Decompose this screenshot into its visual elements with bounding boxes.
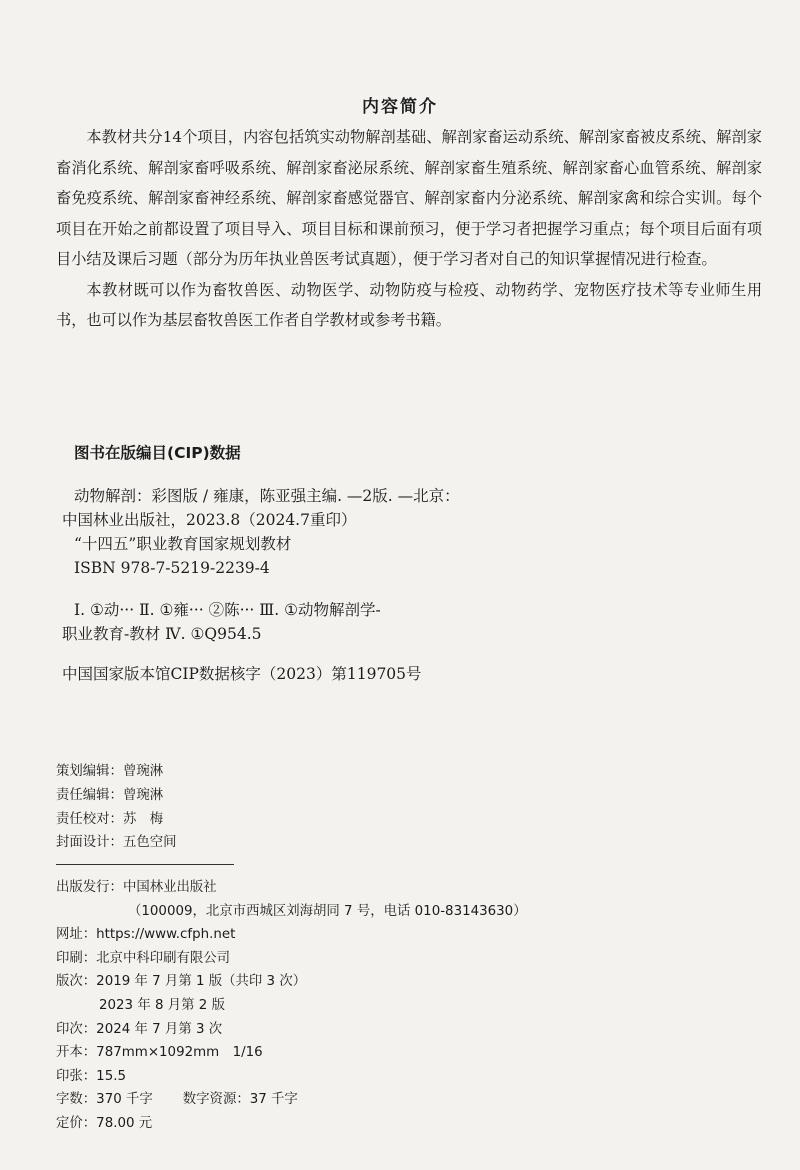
words-row: 字数：370 千字 数字资源：37 千字 bbox=[56, 1092, 298, 1108]
price-row: 定价：78.00 元 bbox=[56, 1115, 153, 1131]
cip-classification bbox=[62, 598, 762, 646]
cip-class-line: Ⅰ. ①动··· Ⅱ. ①雍··· ②陈··· Ⅲ. ①动物解剖学- bbox=[74, 601, 381, 619]
edition-row: 版次：2019 年 7 月第 1 版（共印 3 次） bbox=[56, 974, 307, 990]
cip-class-line: 职业教育-教材 Ⅳ. ①Q954.5 bbox=[62, 625, 262, 643]
intro-paragraph: 本教材既可以作为畜牧兽医、动物医学、动物防疫与检疫、动物药学、宠物医疗技术等专业师生用书，也可以作为基层畜牧兽医工作者自学教材或参考书籍。 bbox=[56, 280, 762, 329]
intro-title: 内容简介 bbox=[362, 97, 438, 117]
website-row: 网址：https://www.cfph.net bbox=[56, 927, 236, 943]
edition-row-2: 2023 年 8 月第 2 版 bbox=[99, 997, 225, 1013]
cip-entry-line: ISBN 978-7-5219-2239-4 bbox=[74, 559, 270, 577]
divider bbox=[56, 864, 234, 865]
impression-row: 印次：2024 年 7 月第 3 次 bbox=[56, 1021, 223, 1037]
credit-row: 责任校对：苏 梅 bbox=[56, 811, 164, 827]
cip-heading: 图书在版编目(CIP)数据 bbox=[74, 444, 241, 462]
publisher-row: 出版发行：中国林业出版社 bbox=[56, 880, 217, 895]
credit-row: 策划编辑：曾琬淋 bbox=[56, 764, 164, 779]
website-link: https://www.cfph.net bbox=[96, 927, 236, 943]
credits bbox=[56, 760, 456, 855]
intro-text bbox=[56, 122, 762, 336]
address-row: （100009，北京市西城区刘海胡同 7 号，电话 010-83143630） bbox=[128, 903, 527, 919]
cip-entry bbox=[62, 484, 762, 580]
cip-entry-line: 中国林业出版社，2023.8（2024.7重印） bbox=[62, 511, 357, 529]
printer-row: 印刷：北京中科印刷有限公司 bbox=[56, 950, 231, 966]
credit-row: 封面设计：五色空间 bbox=[56, 835, 177, 851]
credit-row: 责任编辑：曾琬淋 bbox=[56, 787, 164, 803]
cip-entry-line: 动物解剖：彩图版 / 雍康，陈亚强主编. —2版. —北京： bbox=[74, 487, 460, 505]
cip-entry-line: “十四五”职业教育国家规划教材 bbox=[74, 535, 292, 553]
publication-info bbox=[56, 876, 756, 1136]
sheets-row: 印张：15.5 bbox=[56, 1068, 126, 1084]
cip-verification: 中国国家版本馆CIP数据核字（2023）第119705号 bbox=[62, 665, 422, 683]
intro-paragraph: 本教材共分14个项目，内容包括筑实动物解剖基础、解剖家畜运动系统、解剖家畜被皮系统、解剖家畜消化系统、解剖家畜呼吸系统、解剖家畜泌尿系统、解剖家畜生殖系统、解剖家畜心血管系统、解剖家畜免疫系统、解剖家畜神经系统、解剖家畜感觉器官、解剖家畜内分泌系统、解剖家禽和综合实训。每个项目在开始之前都设置了项目导入、项目目标和课前预习，便于学习者把握学习重点；每个项目后面有项目小结及课后习题（部分为历年执业兽医考试真题），便于学习者对自己的知识掌握情况进行检查。 bbox=[56, 128, 762, 268]
format-row: 开本：787mm×1092mm 1/16 bbox=[56, 1045, 263, 1061]
